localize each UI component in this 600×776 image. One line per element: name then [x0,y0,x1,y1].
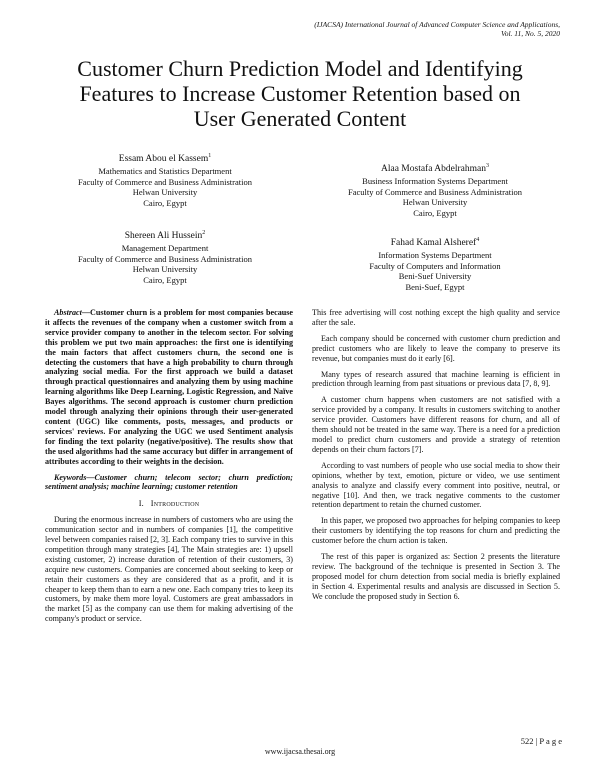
journal-url[interactable]: www.ijacsa.thesai.org [264,747,336,756]
left-column [45,308,293,630]
author-block-4 [310,234,560,292]
keywords-label: Keywords [54,472,87,482]
author-affiliation: Faculty of Commerce and Business Administration [78,253,252,264]
author-affiliation: Helwan University [132,264,198,275]
author-block-2 [40,227,290,285]
abstract [45,308,293,467]
author-affiliation: Beni-Suef University [398,271,472,282]
author-affiliation: Information Systems Department [378,250,492,261]
author-affiliation: Cairo, Egypt [143,197,187,208]
author-affiliation: Beni-Suef, Egypt [405,281,465,292]
abstract-text: —Customer churn is a problem for most companies because it affects the revenues of the company when a customer switch from a service provider company to another in the telecom sector. For solving this problem we put two main approaches: the first one is identifying the main factors that affect customers churn, the second one is detecting the customers that have a high probability to churn through analyzing social media. For the first approach we build a dataset through practical questionnaires and analyzing them by using machine learning algorithms like Deep Learning, Logistic Regression, and Naïve Bayes algorithms. The second approach is customer churn prediction model through analyzing their opinions through their user-generated content (UGC) like comments, posts, messages, and products or services' reviews. For analyzing the UGC we used Sentiment analysis for finding the text polarity (negative/positive). The results show that the used algorithms had the same accuracy but differ in arrangement of attributes according to their weights in the decision. [45,308,293,466]
author-block-1 [40,150,290,208]
paper-title [40,56,560,131]
author-affiliation: Helwan University [132,187,198,198]
author-affiliation: Management Department [121,243,209,254]
paragraph: During the enormous increase in numbers of customers who are using the communication sector and in numbers of companies [1], the competitive level between companies raised [2, 3]. Each company tries to survive in this competition through many strategies [4], The Main strategies are: 1) upsell existing customer, 2) increase duration of retention of their customers, 3) acquire new customers. Companies are concerned about seeking to keep or retain their customers as they are considered that as a profit, and it is cheaper to keep them than to earn a new one. Each company tries to keep its customers, by make them more loyal. Customers are great ambassadors in the market [5] as the company can use them for making advertising of the company's product or service. [45,515,293,624]
author-affiliation: Faculty of Commerce and Business Administration [78,176,252,187]
author-name: Essam Abou el Kassem$^1$ [118,153,212,165]
author-block-3 [310,160,560,218]
paragraph: This free advertising will cost nothing except the high quality and service after the sale. [312,308,560,327]
paragraph: A customer churn happens when customers are not satisfied with a service provided by a company. It results in customers switching to another service provider. Customers have different reasons for churn, and all of them should not be treated in the same way. There is a need for a prediction model to predict churn customers and provide a strategy of retention depends on their churn factors [7]. [312,395,560,454]
paragraph: According to vast numbers of people who use social media to show their opinions, whether by text, emotion, picture or video, we use sentiment analysis to analyze and classify every comment into positive, neutral, or negative [10]. And then, we track negative comments to the customer retention department to retain the churned customer. [312,460,560,510]
author-name: Fahad Kamal Alsheref$^4$ [390,237,480,249]
title-line2: Features to Increase Customer Retention based on [79,81,521,106]
author-name: Alaa Mostafa Abdelrahman$^3$ [381,163,489,175]
author-affiliation: Cairo, Egypt [143,274,187,285]
author-affiliation: Mathematics and Statistics Department [98,166,232,177]
paragraph: Many types of research assured that machine learning is efficient in prediction through learning from past situations or previous data [7, 8, 9]. [312,369,560,389]
title-line3: User Generated Content [193,106,407,131]
abstract-label: Abstract [54,308,82,317]
journal-header-line2: Vol. 11, No. 5, 2020 [500,29,560,38]
author-affiliation: Helwan University [402,197,468,208]
section-heading: I. Introduction [138,499,200,509]
author-affiliation: Cairo, Egypt [413,207,457,218]
author-affiliation: Faculty of Computers and Information [369,260,501,271]
journal-header [160,20,560,38]
author-affiliation: Faculty of Commerce and Business Administration [348,186,522,197]
paragraph: The rest of this paper is organized as: Section 2 presents the literature review. The background of the technique is presented in Section 3. The proposed model for churn detection from social media is briefly explained in Section 4. Experimental results and analysis are discussed in Section 5. We conclude the proposed study in Section 6. [312,552,560,601]
author-affiliation: Business Information Systems Department [362,176,508,187]
keywords-text: —Customer churn; telecom sector; churn prediction; sentiment analysis; machine learning; customer retention [45,472,293,492]
author-name: Shereen Ali Hussein$^2$ [124,230,206,242]
right-column [312,308,560,608]
keywords [45,473,293,493]
paragraph: Each company should be concerned with customer churn prediction and predict customers who are likely to leave the company to preserve its revenue, but companies must do it early [6]. [312,333,560,363]
page-number: 522 | P a g e [520,736,562,746]
paragraph: In this paper, we proposed two approaches for helping companies to keep their customers by identifying the top reasons for churn and predicting the customer before the churn action is taken. [312,516,560,546]
title-line1: Customer Churn Prediction Model and Identifying [77,56,523,81]
journal-header-line1: (IJACSA) International Journal of Advanced Computer Science and Applications, [314,20,560,29]
